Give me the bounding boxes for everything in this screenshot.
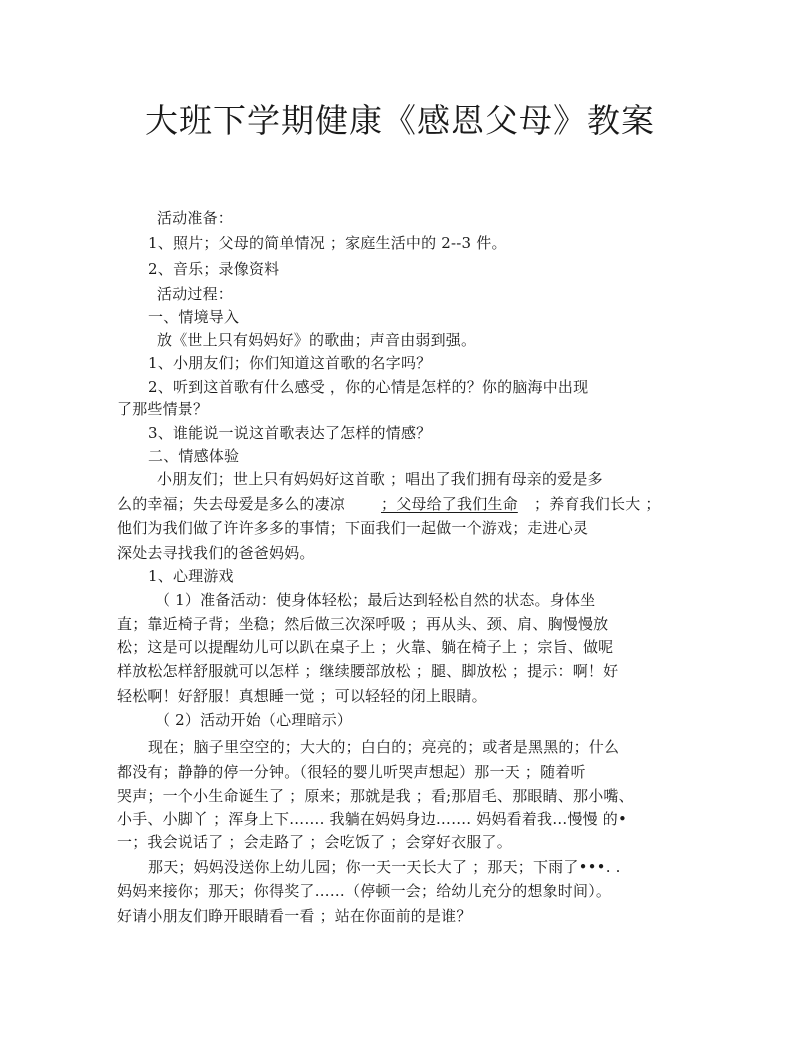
line-process-heading: 活动过程： xyxy=(157,285,234,303)
line-game-heading: 1、心理游戏 xyxy=(148,567,234,585)
line-q2: 2、听到这首歌有什么感受 ，你的心情是怎样的？你的脑海中出现 xyxy=(148,378,589,396)
line-section-1: 一、情境导入 xyxy=(148,308,240,326)
line-activity-heading: （ 2）活动开始（心理暗示） xyxy=(155,711,353,729)
line-game-4: 样放松怎样舒服就可以怎样 ；继续腰部放松 ；腿、脚放松 ；提示：啊！好 xyxy=(117,662,619,680)
line-section-2: 二、情感体验 xyxy=(148,447,240,465)
line-act-7: 妈妈来接你；那天；你得奖了……（停顿一会；给幼儿充分的想象时间）。 xyxy=(117,882,612,900)
line-prep-1: 1、照片；父母的简单情况 ；家庭生活中的 2--3 件。 xyxy=(148,234,507,252)
line-prep-heading: 活动准备： xyxy=(157,209,234,227)
line-act-3: 哭声；一个小生命诞生了 ；原来；那就是我 ；看;那眉毛、那眼睛、那小嘴、 xyxy=(117,787,634,805)
line-para-2-underlined: ；父母给了我们生命 xyxy=(381,495,518,513)
line-para-4: 深处去寻找我们的爸爸妈妈。 xyxy=(117,544,315,562)
line-q1: 1、小朋友们；你们知道这首歌的名字吗？ xyxy=(148,354,432,372)
line-para-3: 他们为我们做了许许多多的事情；下面我们一起做一个游戏；走进心灵 xyxy=(117,519,589,537)
line-act-1: 现在；脑子里空空的；大大的；白白的；亮亮的；或者是黑黑的；什么 xyxy=(148,738,620,756)
line-para-1: 小朋友们；世上只有妈妈好这首歌 ；唱出了我们拥有母亲的爱是多 xyxy=(157,470,603,488)
line-para-2a: 么的幸福；失去母爱是多么的凄凉 xyxy=(117,495,346,513)
line-game-5: 轻松啊！好舒服！真想睡一觉 ；可以轻轻的闭上眼睛。 xyxy=(117,687,487,705)
document-title: 大班下学期健康《感恩父母》教案 xyxy=(145,101,655,140)
line-act-2: 都没有；静静的停一分钟。（很轻的婴儿听哭声想起）那一天 ；随着听 xyxy=(117,763,586,781)
line-prep-2: 2、音乐；录像资料 xyxy=(148,260,280,278)
line-act-5: 一；我会说话了 ；会走路了 ；会吃饭了 ；会穿好衣服了。 xyxy=(117,833,512,851)
line-game-1: （ 1）准备活动：使身体轻松；最后达到轻松自然的状态。身体坐 xyxy=(155,591,596,609)
line-music: 放《世上只有妈妈好》的歌曲；声音由弱到强。 xyxy=(157,331,477,349)
line-game-3: 松；这是可以提醒幼儿可以趴在桌子上 ；火靠、躺在椅子上 ；宗旨、做呢 xyxy=(117,638,614,656)
line-act-6: 那天；妈妈没送你上幼儿园；你一天一天长大了 ；那天；下雨了•••. . xyxy=(148,858,621,876)
line-act-4: 小手、小脚丫 ；浑身上下……. 我躺在妈妈身边……. 妈妈看着我…慢慢 的• xyxy=(117,810,628,828)
line-act-8: 好请小朋友们睁开眼睛看一看 ；站在你面前的是谁？ xyxy=(117,907,472,925)
line-q3: 3、谁能说一说这首歌表达了怎样的情感？ xyxy=(148,424,432,442)
line-game-2: 直；靠近椅子背；坐稳；然后做三次深呼吸 ；再从头、颈、肩、胸慢慢放 xyxy=(117,615,609,633)
line-q2-cont: 了那些情景？ xyxy=(117,400,209,418)
line-para-2b: ；养育我们长大 ； xyxy=(534,495,661,513)
